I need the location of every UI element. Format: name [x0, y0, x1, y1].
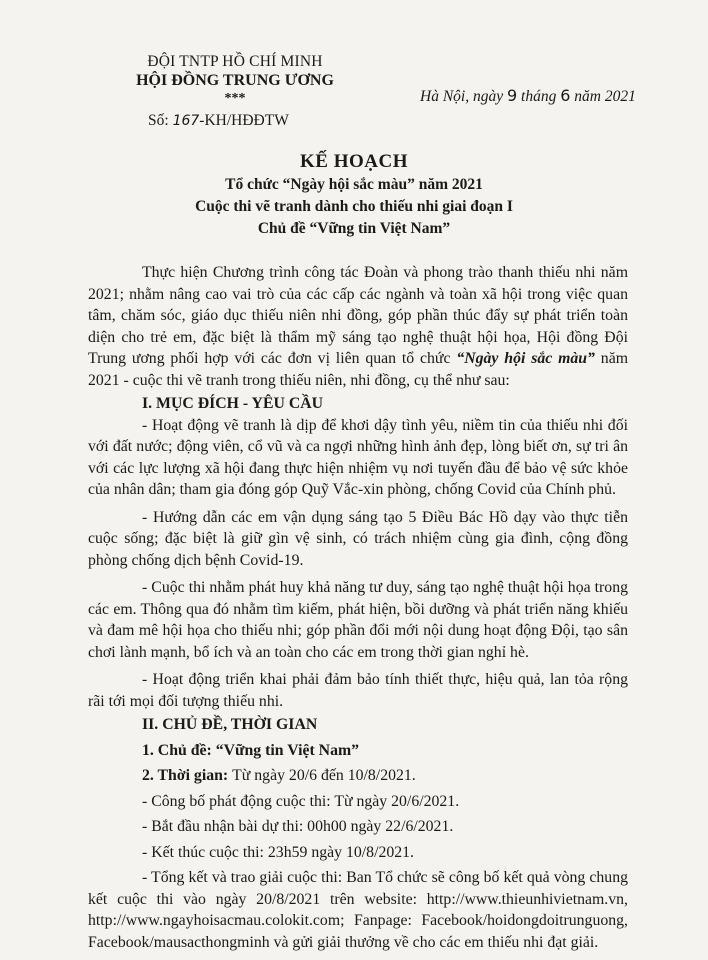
organization-name: ĐỘI TNTP HỒ CHÍ MINH — [147, 53, 323, 70]
number-handwritten: 167 — [172, 113, 200, 129]
intro-text-1: Thực hiện Chương trình công tác Đoàn và phong trào thanh thiếu nhi năm 2021; nhằm nâng cao vai trò của các cấp các ngành và toàn xã hội trong việc quan tâm, chăm sóc, giáo dục thiếu niên nhi đồng, góp phần thúc đẩy sự phát triển toàn diện cho trẻ em, đặc biệt là thẩm mỹ sáng tạo nghệ thuật hội họa, Hội đồng Đội Trung ương phối hợp với các đơn vị liên quan tổ chức — [88, 264, 628, 367]
schedule-item: - Bắt đầu nhận bài dự thi: 00h00 ngày 22/6/2021. — [142, 818, 454, 835]
section-1-heading: I. MỤC ĐÍCH - YÊU CẦU — [142, 395, 324, 412]
date-prefix: Hà Nội, ngày — [420, 88, 507, 105]
time-label: 2. Thời gian: — [142, 767, 233, 784]
intro-paragraph — [88, 262, 628, 391]
number-prefix: Số: — [148, 112, 173, 129]
section-2-heading: II. CHỦ ĐỀ, THỜI GIAN — [142, 716, 318, 733]
title-line-1: Tổ chức “Ngày hội sắc màu” năm 2021 — [225, 176, 483, 193]
number-suffix: -KH/HĐĐTW — [199, 112, 289, 129]
date-day: 9 — [506, 86, 518, 105]
title-line-2: Cuộc thi vẽ tranh dành cho thiếu nhi giai đoạn I — [195, 198, 513, 215]
title-main: KẾ HOẠCH — [300, 151, 408, 172]
document-body — [88, 262, 628, 953]
theme-label: 1. Chủ đề: — [142, 741, 216, 759]
schedule-item: - Công bố phát động cuộc thi: Từ ngày 20/6/2021. — [142, 792, 460, 810]
date-month: 6 — [560, 86, 571, 105]
schedule-item: - Tổng kết và trao giải cuộc thi: Ban Tổ chức sẽ công bố kết quả vòng chung kết cuộc thi vào ngày 20/8/2021 trên website: http://www.thieunhivietnam.vn, http://www.ngayhoisacmau.colokit.com; Fanpage: Facebook/hoidongdoitrunguong, Facebook/mausacthongminh và gửi giải thưởng về cho các em thiếu nhi đạt giải. — [88, 869, 628, 951]
theme-line — [88, 740, 628, 762]
theme-value: “Vững tin Việt Nam” — [215, 741, 360, 759]
intro-emphasis: “Ngày hội sắc màu” — [456, 350, 595, 367]
title-line-3: Chủ đề “Vững tin Việt Nam” — [257, 220, 451, 237]
section-1-paragraph: - Cuộc thi nhằm phát huy khả năng tư duy, sáng tạo nghệ thuật hội họa trong các em. Thông qua đó nhằm tìm kiếm, phát hiện, bồi dưỡng và phát triển năng khiếu và đam mê hội họa cho thiếu nhi; góp phần đổi mới nội dung hoạt động Đội, tạo sân chơi lành mạnh, bổ ích và an toàn cho các em trong thời gian nghỉ hè. — [88, 579, 628, 661]
time-value: Từ ngày 20/6 đến 10/8/2021. — [232, 767, 416, 784]
place-date — [420, 86, 636, 106]
schedule-item: - Kết thúc cuộc thi: 23h59 ngày 10/8/2021. — [142, 843, 415, 861]
time-line — [88, 765, 628, 787]
issuing-organization — [120, 52, 350, 106]
date-suffix: năm 2021 — [570, 88, 636, 105]
document-number — [148, 112, 289, 130]
document-title — [0, 150, 708, 240]
section-1-paragraph: - Hoạt động triển khai phải đảm bảo tính thiết thực, hiệu quả, lan tỏa rộng rãi tới mọi đối tượng thiếu nhi. — [88, 671, 628, 710]
council-name: HỘI ĐỒNG TRUNG ƯƠNG — [136, 72, 334, 89]
section-1-paragraph: - Hoạt động vẽ tranh là dịp để khơi dậy tình yêu, niềm tin của thiếu nhi đối với đất nước; động viên, cổ vũ và ca ngợi những hình ảnh đẹp, lòng biết ơn, sự tri ân với các lực lượng xã hội đang thực hiện nhiệm vụ nơi tuyến đầu để bảo vệ sức khỏe của nhân dân; tham gia đóng góp Quỹ Vắc-xin phòng, chống Covid của Chính phủ. — [88, 416, 628, 498]
date-mid: tháng — [517, 88, 561, 105]
stars-separator: *** — [224, 91, 246, 106]
section-1-paragraph: - Hướng dẫn các em vận dụng sáng tạo 5 Điều Bác Hồ dạy vào thực tiễn cuộc sống; đặc biệt là giữ gìn vệ sinh, có trách nhiệm cùng gia đình, cộng đồng phòng chống dịch bệnh Covid-19. — [88, 508, 628, 569]
intro-text-2: năm 2021 - cuộc thi vẽ tranh trong thiếu niên, nhi đồng, cụ thể như sau: — [88, 350, 629, 389]
